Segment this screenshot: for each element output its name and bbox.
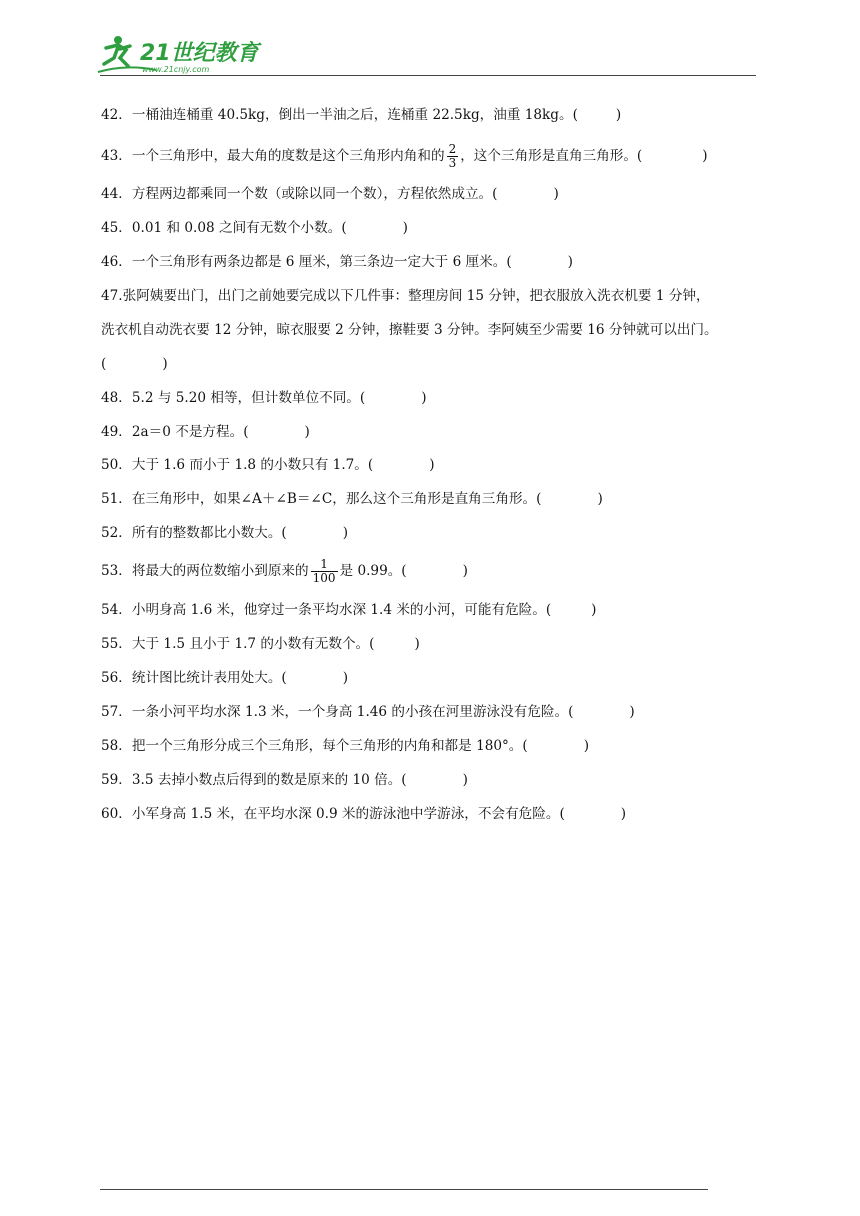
footer-divider: [100, 1189, 708, 1190]
question-60: 60．小军身高 1.5 米，在平均水深 0.9 米的游泳池中学游泳，不会有危险。( ): [101, 806, 627, 822]
question-50: 50．大于 1.6 而小于 1.8 的小数只有 1.7。( ): [101, 457, 435, 473]
question-51: 51．在三角形中，如果∠A＋∠B＝∠C，那么这个三角形是直角三角形。( ): [101, 491, 603, 507]
question-55: 55．大于 1.5 且小于 1.7 的小数有无数个。( ): [101, 636, 420, 652]
question-49: 49．2a＝0 不是方程。( ): [101, 424, 310, 440]
question-46: 46．一个三角形有两条边都是 6 厘米，第三条边一定大于 6 厘米。( ): [101, 254, 573, 270]
question-48: 48．5.2 与 5.20 相等，但计数单位不同。( ): [101, 390, 427, 406]
site-logo: [96, 34, 266, 76]
page-header: [0, 0, 860, 80]
logo-url: www.21cnjy.com: [142, 65, 210, 74]
question-44: 44．方程两边都乘同一个数（或除以同一个数），方程依然成立。( ): [101, 186, 559, 202]
question-53: 53．将最大的两位数缩小到原来的 $\frac{1}{100}$ 是 0.99。( ): [101, 557, 468, 585]
question-47: 47.张阿姨要出门，出门之前她要完成以下几件事：整理房间 15 分钟，把衣服放入洗衣机要 1 分钟，: [101, 288, 710, 304]
question-47-line2: 洗衣机自动洗衣要 12 分钟，晾衣服要 2 分钟，擦鞋要 3 分钟。李阿姨至少需要 16 分钟就可以出门。: [101, 322, 718, 338]
question-58: 58．把一个三角形分成三个三角形，每个三角形的内角和都是 180°。( ): [101, 738, 590, 754]
fraction-two-thirds: $\frac{2}{3}$: [448, 142, 457, 170]
question-59: 59．3.5 去掉小数点后得到的数是原来的 10 倍。( ): [101, 772, 468, 788]
question-52: 52．所有的整数都比小数大。( ): [101, 525, 349, 541]
question-43: 43．一个三角形中，最大角的度数是这个三角形内角和的 $\frac{2}{3}$ ，这个三角形是直角三角形。( ): [101, 142, 708, 170]
fraction-one-hundredth: $\frac{1}{100}$: [312, 557, 336, 585]
question-47-line3: ( ): [101, 356, 168, 372]
question-57: 57．一条小河平均水深 1.3 米，一个身高 1.46 的小孩在河里游泳没有危险。( ): [101, 704, 635, 720]
question-56: 56．统计图比统计表用处大。( ): [101, 670, 349, 686]
question-42: 42．一桶油连桶重 40.5kg，倒出一半油之后，连桶重 22.5kg，油重 18kg。( ): [101, 107, 622, 123]
question-54: 54．小明身高 1.6 米，他穿过一条平均水深 1.4 米的小河，可能有危险。( ): [101, 602, 597, 618]
question-45: 45．0.01 和 0.08 之间有无数个小数。( ): [101, 220, 408, 236]
header-divider: [100, 75, 756, 76]
logo-text: 21世纪教育: [140, 41, 259, 66]
